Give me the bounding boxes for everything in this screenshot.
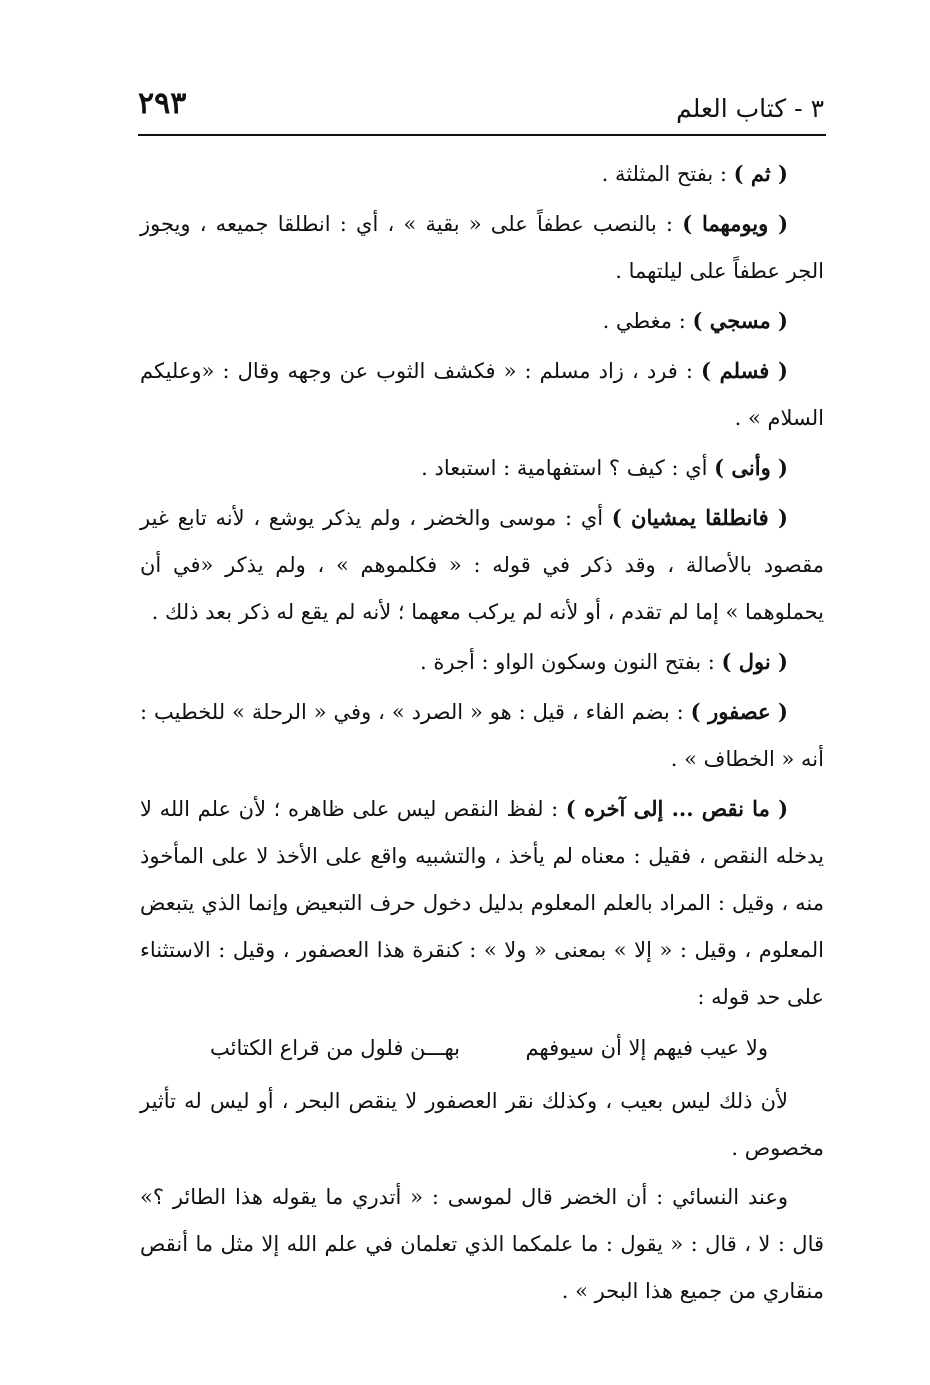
- explanation: : بفتح النون وسكون الواو : أجرة .: [420, 650, 722, 674]
- term: ( ثم ): [733, 161, 788, 186]
- term: ( ويومهما ): [682, 211, 789, 236]
- poetry-verse: [140, 1025, 824, 1072]
- verse-second-hemistich: بهـــن فلول من قراع الكتائب: [210, 1036, 461, 1060]
- paragraph-fasallam: [140, 347, 824, 442]
- explanation: : مغطي .: [602, 309, 693, 333]
- explanation: أي : موسى والخضر ، ولم يذكر يوشع ، لأنه تابع غير مقصود بالأصالة ، وقد ذكر في قوله : « فكلموهم » ، ولم يذكر «في أن يحملوهما » إما لم تقدم ، أو لأنه لم يركب معهما ؛ لأنه لم يقع له ذكر بعد ذلك .: [140, 506, 824, 624]
- explanation: : بفتح المثلثة .: [601, 162, 734, 186]
- header-divider: [138, 134, 826, 136]
- explanation: : بالنصب عطفاً على « بقية » ، أي : انطلقا جميعه ، ويجوز الجر عطفاً على ليلتهما .: [140, 212, 824, 283]
- paragraph-usfur: [140, 688, 824, 783]
- term: ( عصفور ): [690, 699, 788, 724]
- paragraph-nasai: وعند النسائي : أن الخضر قال لموسى : « أتدري ما يقوله هذا الطائر ؟» قال : لا ، قال : « يقول : ما علمكما الذي تعلمان في علم الله إلا مثل ما أنقص منقاري من جميع هذا البحر » .: [140, 1185, 824, 1303]
- chapter-title: ٣ - كتاب العلم: [676, 94, 824, 123]
- term: ( ما نقص ... إلى آخره ): [565, 796, 789, 821]
- paragraph-yawmahuma: [140, 200, 824, 295]
- paragraph-nawl: [140, 638, 824, 686]
- page-number: ٢٩٣: [138, 86, 187, 121]
- term: ( وأنى ): [714, 455, 788, 480]
- paragraph-ma-naqasa: [140, 785, 824, 1021]
- paragraph-not-a-fault: لأن ذلك ليس بعيب ، وكذلك نقر العصفور لا ينقص البحر ، أو ليس له تأثير مخصوص .: [140, 1089, 824, 1160]
- commentary-body: [140, 150, 824, 1317]
- term: ( مسجي ): [692, 308, 788, 333]
- explanation: : لفظ النقص ليس على ظاهره ؛ لأن علم الله لا يدخله النقص ، فقيل : معناه لم يأخذ ، والتشبيه واقع على الأخذ لا على المأخوذ منه ، وقيل : المراد بالعلم المعلوم بدليل دخول حرف التبعيض وإنما الذي يتبعض المعلوم ، وقيل : « إلا » بمعنى « ولا » : كنقرة هذا العصفور ، وقيل : الاستثناء على حد قوله :: [140, 797, 824, 1009]
- paragraph-wa-anna: [140, 444, 824, 492]
- explanation: : بضم الفاء ، قيل : هو « الصرد » ، وفي « الرحلة » للخطيب : أنه « الخطاف » .: [140, 700, 824, 771]
- paragraph-musajja: [140, 297, 824, 345]
- explanation: أي : كيف ؟ استفهامية : استبعاد .: [421, 456, 715, 480]
- explanation: : فرد ، زاد مسلم : « فكشف الثوب عن وجهه وقال : «وعليكم السلام » .: [140, 359, 824, 430]
- term: ( فسلم ): [701, 358, 788, 383]
- page-header: [138, 86, 824, 130]
- paragraph-thumma: [140, 150, 824, 198]
- paragraph-fantalaqa: [140, 494, 824, 636]
- verse-first-hemistich: ولا عيب فيهم إلا أن سيوفهم: [525, 1036, 768, 1060]
- term: ( فانطلقا يمشيان ): [611, 505, 788, 530]
- term: ( نول ): [721, 649, 788, 674]
